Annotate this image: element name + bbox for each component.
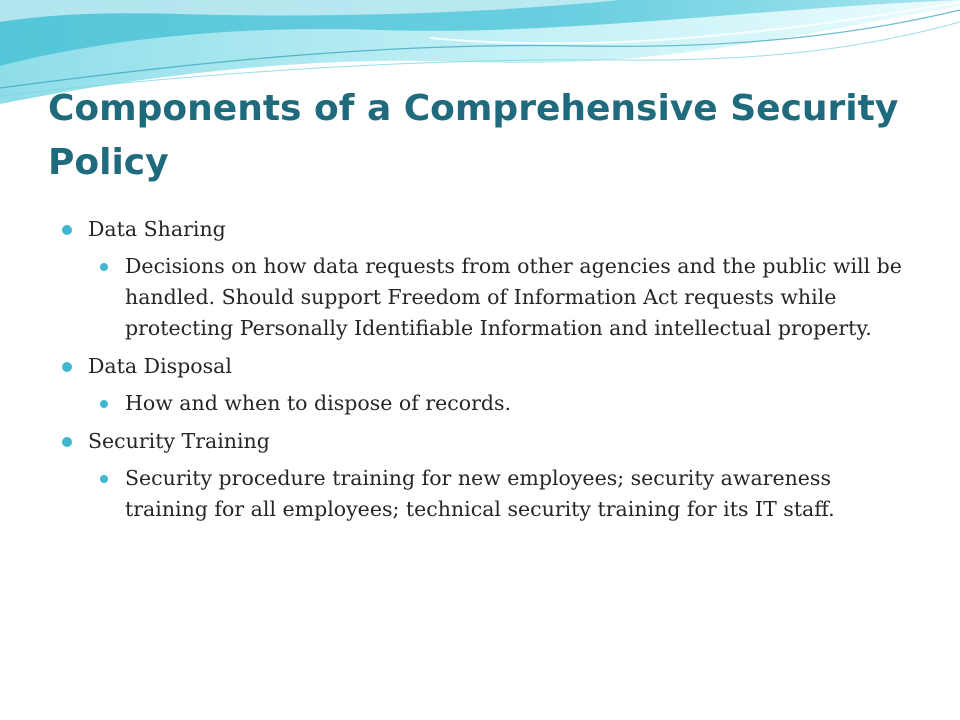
bullet-dot-icon [62, 362, 72, 372]
list-item-label: Security Training [88, 429, 270, 453]
sub-list-item [100, 463, 912, 525]
list-item [62, 426, 912, 456]
bullet-dot-icon [100, 475, 108, 483]
list-item [62, 214, 912, 244]
bullet-dot-icon [100, 400, 108, 408]
bullet-dot-icon [62, 437, 72, 447]
sub-list-item [100, 388, 912, 419]
list-item-label: Data Sharing [88, 217, 226, 241]
sub-list-item-text: Decisions on how data requests from other agencies and the public will be handled. Should support Freedom of Information Act requests while protecting Personally Identifiable Information and intellectual property. [125, 254, 902, 340]
list-item [62, 351, 912, 381]
bullet-list [62, 214, 912, 532]
list-item-label: Data Disposal [88, 354, 232, 378]
sub-list-item-text: Security procedure training for new employees; security awareness training for all employees; technical security training for its IT staff. [125, 466, 835, 521]
sub-list-item-text: How and when to dispose of records. [125, 391, 512, 415]
slide-title: Components of a Comprehensive Security Policy [48, 88, 899, 183]
bullet-dot-icon [100, 263, 108, 271]
sub-list-item [100, 251, 912, 344]
bullet-dot-icon [62, 225, 72, 235]
